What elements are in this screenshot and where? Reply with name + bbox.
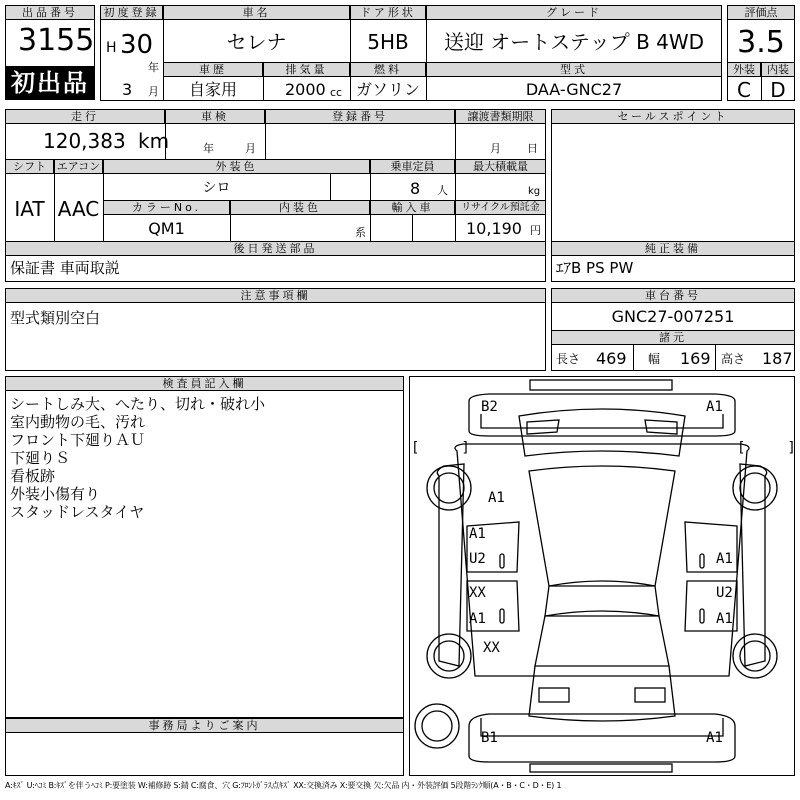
transfer-label: 譲渡書類期限 [455,109,546,124]
right-bracket: [ ] [737,440,796,456]
note-line: フロント下廻りＡＵ [10,431,146,449]
note-line: 看板跡 [10,467,56,485]
inspection-label: 車検 [165,109,265,124]
transfer-month-unit: 月 [490,142,501,155]
reg-year: 30 [120,30,154,60]
note-line: 室内動物の毛、汚れ [10,413,146,431]
int-grade: D [770,78,786,102]
score-label: 評価点 [727,5,795,20]
reg-label: 初度登録 [100,5,163,20]
note-line: シートしみ大、へたり、切れ・破れ小 [10,395,266,413]
height: 187 [762,349,793,368]
history: 自家用 [188,80,237,99]
reg-month-unit: 月 [148,85,159,98]
reg-month: 3 [122,80,133,99]
damage-left-front-door-2: U2 [469,551,486,567]
inspector-notes [10,395,265,521]
capacity-label: 乗車定員 [370,159,455,174]
dims-label: 諸元 [551,330,795,345]
import-label: 輸入車 [370,200,455,215]
damage-left-front-door: A1 [469,526,486,542]
length: 469 [596,349,627,368]
ext-label: 外装 [727,62,761,77]
lot-number: 3155 [18,23,95,58]
damage-right-rear-door: U2 [716,585,733,601]
mileage-label: 走行 [5,109,165,124]
name-label: 車名 [163,5,350,20]
interior-color-label: 内装色 [230,200,370,215]
load-unit: kg [528,186,541,197]
lot-label: 出品番号 [5,5,95,20]
recycle-fee: 10,190 [466,219,522,238]
ext-grade: C [737,78,751,102]
damage-rear-left: B1 [481,730,498,746]
interior-color-suffix: 系 [355,226,366,239]
displacement-label: 排気量 [263,62,350,77]
damage-right-rear-door-2: A1 [716,611,733,627]
recycle-unit: 円 [530,224,541,237]
door-label: ドア形状 [350,5,426,20]
caution-label: 注意事項欄 [5,288,546,303]
color-no: QM1 [148,219,185,238]
grade: 送迎 オートステップ B 4WD [443,30,705,54]
sales-points-label: セールスポイント [551,109,795,124]
fuel: ガソリン [355,80,420,99]
exterior-color-label: 外装色 [103,159,370,174]
damage-front-right: A1 [706,399,723,415]
load-label: 最大積載量 [455,159,546,174]
recycle-label: リサイクル預託金 [455,200,546,215]
left-bracket: [ ] [411,440,470,456]
displacement: 2000 [285,80,326,99]
damage-hood: A1 [488,490,505,506]
chassis-number: GNC27-007251 [611,307,735,326]
ac-label: エアコン [54,159,103,174]
capacity: 8 [410,179,421,198]
plate-label: 登録番号 [265,109,455,124]
inspection-month-unit: 月 [245,142,256,155]
chassis-label: 車台番号 [551,288,795,303]
length-label: 長さ [556,352,581,366]
inspection-year-unit: 年 [203,142,214,155]
displacement-unit: cc [330,86,343,99]
later-parts: 保証書 車両取説 [10,259,120,277]
shift-label: シフト [5,159,54,174]
int-label: 内装 [761,62,795,77]
shift: IAT [14,197,45,221]
legend: A:ｷｽﾞ U:ﾍｺﾐ B:ｷｽﾞを伴うﾍｺﾐ P:要塗装 W:補修跡 S:錆 C:腐食、穴 G:ﾌﾛﾝﾄｶﾞﾗｽ点ｷｽﾞ XX:交換済み X:要交換 欠:欠品 内・外装評価 5段階ﾗﾝｸ順(A・B・C・D・E) 1 [5,781,562,790]
model-code: DAA-GNC27 [525,80,623,99]
exterior-color: シロ [202,180,231,196]
grade-label: グレード [426,5,722,20]
door-type: 5HB [367,30,409,54]
era: H [106,40,117,56]
equipment-label: 純正装備 [551,241,795,256]
inspector-label: 検査員記入欄 [5,376,404,391]
first-listing-badge: 初出品 [5,67,95,100]
damage-left-quarter: XX [483,640,500,656]
caution-text: 型式類別空白 [10,309,101,327]
later-parts-label: 後日発送部品 [5,241,546,256]
score: 3.5 [737,25,785,60]
transfer-day-unit: 日 [527,142,538,155]
capacity-unit: 人 [437,184,448,197]
note-line: スタッドレスタイヤ [10,503,145,521]
mileage: 120,383 [43,129,126,153]
note-line: 外装小傷有り [10,485,101,503]
mileage-unit: km [138,129,170,153]
office-label: 事務局よりご案内 [5,718,404,733]
damage-left-rear-door-2: A1 [469,611,486,627]
damage-right-front-door: A1 [716,551,733,567]
equipment: ｴｱB PS PW [556,259,634,277]
history-label: 車歴 [163,62,263,77]
damage-left-rear-door: XX [469,585,486,601]
model-label: 型式 [426,62,722,77]
width: 169 [680,349,711,368]
ac: AAC [57,197,100,221]
note-line: 下廻りＳ [10,449,71,467]
width-label: 幅 [648,352,661,366]
reg-year-unit: 年 [148,61,159,74]
car-name: セレナ [226,30,287,54]
damage-front-left: B2 [481,399,498,415]
height-label: 高さ [721,352,746,366]
fuel-label: 燃料 [350,62,426,77]
car-diagram [409,376,795,776]
color-no-label: カラーNo. [103,200,230,215]
sales-points-box [551,109,795,282]
damage-rear-right: A1 [706,730,723,746]
